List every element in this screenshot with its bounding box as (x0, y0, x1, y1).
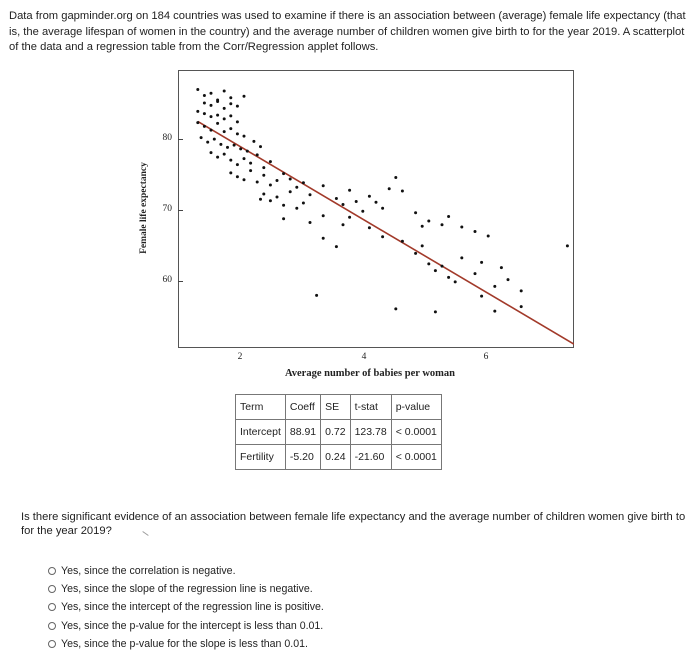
data-point (196, 110, 199, 113)
data-point (203, 102, 206, 105)
radio-button[interactable] (48, 622, 56, 630)
data-point (203, 94, 206, 97)
option-intercept-positive[interactable] (48, 598, 324, 616)
data-point (200, 136, 203, 139)
data-point (480, 261, 483, 264)
data-point (256, 153, 259, 156)
data-point (243, 178, 246, 181)
data-point (342, 203, 345, 206)
data-point (434, 269, 437, 272)
radio-button[interactable] (48, 640, 56, 648)
data-point (229, 96, 232, 99)
data-point (256, 180, 259, 183)
cell-term: Intercept (236, 420, 286, 445)
regression-line (198, 121, 574, 344)
data-point (520, 289, 523, 292)
data-point (447, 215, 450, 218)
option-label: Yes, since the intercept of the regression line is positive. (61, 601, 324, 614)
data-point (243, 95, 246, 98)
data-point (210, 129, 213, 132)
data-point (203, 112, 206, 115)
table-header-row (236, 395, 442, 420)
header-term: Term (236, 395, 286, 420)
data-point (249, 169, 252, 172)
data-point (566, 244, 569, 247)
cell-coeff: -5.20 (285, 445, 320, 470)
data-point (229, 102, 232, 105)
data-point (216, 156, 219, 159)
answer-options (48, 562, 324, 653)
data-point (335, 245, 338, 248)
data-point (196, 121, 199, 124)
data-point (322, 184, 325, 187)
data-point (315, 294, 318, 297)
y-tick-mark (178, 139, 183, 140)
y-axis-label: Female life expectancy (139, 162, 149, 254)
data-point (348, 189, 351, 192)
data-point (236, 163, 239, 166)
cell-term: Fertility (236, 445, 286, 470)
data-point (203, 125, 206, 128)
cell-tstat: -21.60 (350, 445, 391, 470)
data-point (309, 193, 312, 196)
data-point (229, 159, 232, 162)
data-point (460, 226, 463, 229)
data-point (335, 197, 338, 200)
data-point (262, 192, 265, 195)
data-point (388, 187, 391, 190)
data-point (454, 280, 457, 283)
option-label: Yes, since the correlation is negative. (61, 565, 236, 578)
x-axis-label: Average number of babies per woman (284, 368, 456, 379)
data-point (441, 223, 444, 226)
x-tick-6: 6 (483, 352, 489, 362)
data-point (226, 146, 229, 149)
data-point (196, 88, 199, 91)
data-point (229, 127, 232, 130)
table-row (236, 445, 442, 470)
header-coeff: Coeff (285, 395, 320, 420)
data-point (282, 204, 285, 207)
data-point (394, 307, 397, 310)
data-point (246, 150, 249, 153)
data-point (381, 207, 384, 210)
question-text: Is there significant evidence of an association between female life expectancy and the average number of children women give birth to for the year 2019? (21, 511, 686, 537)
header-pvalue: p-value (391, 395, 441, 420)
data-point (276, 195, 279, 198)
data-point (348, 216, 351, 219)
data-point (269, 183, 272, 186)
data-point (302, 181, 305, 184)
data-point (480, 295, 483, 298)
data-point (474, 230, 477, 233)
data-point (447, 276, 450, 279)
data-point (493, 310, 496, 313)
cell-pvalue: < 0.0001 (391, 420, 441, 445)
data-point (236, 120, 239, 123)
intro-paragraph: Data from gapminder.org on 184 countries was used to examine if there is an association between (average) female life expectancy (that is, the average lifespan of women in the country) and the average number of children women give birth to for the year 2019. A scatterplot of the data and a regression table from the Corr/Regression applet follows. (9, 10, 686, 53)
data-point (414, 252, 417, 255)
data-point (520, 305, 523, 308)
data-point (507, 278, 510, 281)
data-point (239, 147, 242, 150)
data-point (236, 175, 239, 178)
option-label: Yes, since the p-value for the slope is less than 0.01. (61, 637, 308, 650)
option-slope-pvalue[interactable] (48, 635, 324, 653)
data-point (282, 172, 285, 175)
data-point (229, 114, 232, 117)
y-tick-mark (178, 210, 183, 211)
y-tick-mark (178, 281, 183, 282)
data-point (500, 266, 503, 269)
data-point (421, 225, 424, 228)
cell-tstat: 123.78 (350, 420, 391, 445)
radio-button[interactable] (48, 585, 56, 593)
data-point (269, 199, 272, 202)
option-correlation-negative[interactable] (48, 562, 324, 580)
data-point (401, 189, 404, 192)
option-label: Yes, since the slope of the regression line is negative. (61, 583, 313, 596)
scatterplot (178, 70, 574, 348)
data-point (427, 262, 430, 265)
data-point (309, 221, 312, 224)
data-point (223, 130, 226, 133)
data-point (210, 92, 213, 95)
cell-pvalue: < 0.0001 (391, 445, 441, 470)
data-point (487, 235, 490, 238)
x-tick-2: 2 (237, 352, 243, 362)
data-point (210, 115, 213, 118)
data-point (414, 211, 417, 214)
data-point (243, 157, 246, 160)
data-point (302, 201, 305, 204)
data-point (223, 90, 226, 93)
data-point (421, 244, 424, 247)
header-se: SE (321, 395, 350, 420)
data-point (295, 186, 298, 189)
data-point (381, 235, 384, 238)
data-point (259, 145, 262, 148)
radio-button[interactable] (48, 603, 56, 611)
data-point (361, 210, 364, 213)
data-point (236, 132, 239, 135)
data-point (223, 107, 226, 110)
data-point (216, 100, 219, 103)
data-point (233, 144, 236, 147)
data-point (289, 177, 292, 180)
data-point (276, 179, 279, 182)
data-point (355, 200, 358, 203)
regression-table (235, 394, 442, 470)
cell-se: 0.24 (321, 445, 350, 470)
data-point (213, 138, 216, 141)
data-point (375, 201, 378, 204)
data-point (236, 105, 239, 108)
data-point (493, 285, 496, 288)
data-point (219, 143, 222, 146)
data-point (289, 190, 292, 193)
data-point (282, 217, 285, 220)
data-point (206, 141, 209, 144)
radio-button[interactable] (48, 567, 56, 575)
table-row (236, 420, 442, 445)
x-tick-4: 4 (361, 352, 367, 362)
cell-coeff: 88.91 (285, 420, 320, 445)
data-point (229, 171, 232, 174)
header-tstat: t-stat (350, 395, 391, 420)
data-point (252, 140, 255, 143)
data-point (441, 265, 444, 268)
data-point (210, 104, 213, 107)
data-point (210, 151, 213, 154)
data-point (322, 237, 325, 240)
data-point (295, 207, 298, 210)
data-point (216, 122, 219, 125)
data-point (460, 256, 463, 259)
y-tick-label: 70 (162, 204, 172, 214)
data-point (368, 195, 371, 198)
data-point (262, 174, 265, 177)
data-point (434, 310, 437, 313)
data-point (249, 162, 252, 165)
option-label: Yes, since the p-value for the intercept is less than 0.01. (61, 619, 324, 632)
data-point (474, 272, 477, 275)
data-point (223, 153, 226, 156)
data-point (223, 117, 226, 120)
data-point (243, 135, 246, 138)
data-point (368, 226, 371, 229)
data-point (216, 114, 219, 117)
data-point (427, 220, 430, 223)
y-tick-label: 80 (162, 133, 172, 143)
cell-se: 0.72 (321, 420, 350, 445)
data-point (401, 240, 404, 243)
data-point (262, 166, 265, 169)
data-point (269, 160, 272, 163)
y-tick-label: 60 (162, 275, 172, 285)
option-slope-negative[interactable] (48, 580, 324, 598)
data-point (259, 198, 262, 201)
data-point (394, 176, 397, 179)
data-point (342, 223, 345, 226)
option-intercept-pvalue[interactable] (48, 617, 324, 635)
data-point (322, 214, 325, 217)
